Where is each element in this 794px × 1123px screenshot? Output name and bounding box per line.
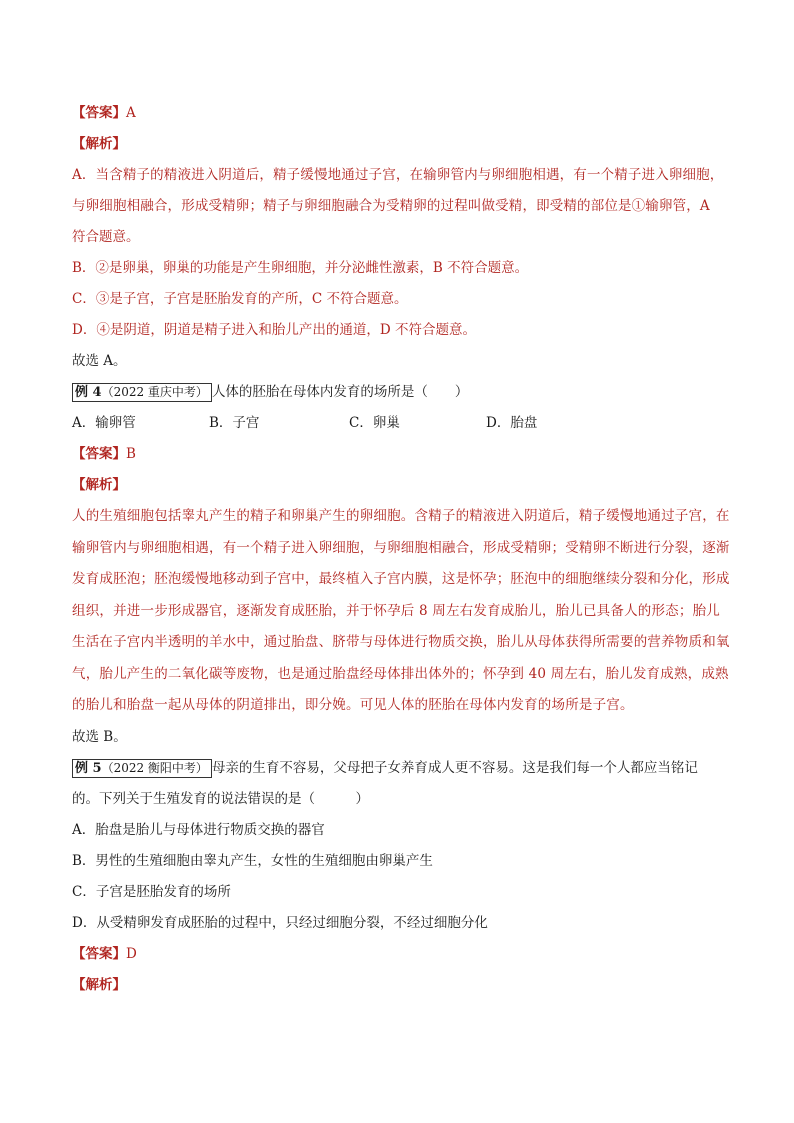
analysis-paragraph: 人的生殖细胞包括睾丸产生的精子和卵巢产生的卵细胞。含精子的精液进入阴道后，精子缓慢地通过子宫，在输卵管内与卵细胞相遇，有一个精子进入卵细胞，与卵细胞相融合，形成受精卵；受精卵不断进行分裂，逐渐发育成胚泡；胚泡缓慢地移动到子宫中，最终植入子宫内膜，这是怀孕；胚泡中的细胞继续分裂和分化，形成组织，并进一步形成器官，逐渐发育成胚胎，并于怀孕后 8 周左右发育成胎儿，胎儿已具备人的形态；胎儿生活在子宫内半透明的羊水中，通过胎盘、脐带与母体进行物质交换，胎儿从母体获得所需要的营养物质和氧气，胎儿产生的二氧化碳等废物，也是通过胎盘经母体排出体外的；怀孕到 40 周左右，胎儿发育成熟，成熟的胎儿和胎盘一起从母体的阴道排出，即分娩。可见人体的胚胎在母体内发育的场所是子宫。 (72, 508, 730, 713)
option-c: C．子宫是胚胎发育的场所 (72, 883, 231, 900)
option-a: A．胎盘是胎儿与母体进行物质交换的器官 (72, 821, 325, 838)
answer-tag: 【答案】 (72, 105, 126, 121)
analysis-tag-line (72, 470, 732, 501)
option-a: A．输卵管 (72, 415, 136, 431)
analysis-tag: 【解析】 (72, 136, 126, 152)
analysis-tag: 【解析】 (72, 976, 126, 993)
answer-line (72, 439, 732, 470)
analysis-text-line: B．②是卵巢，卵巢的功能是产生卵细胞，并分泌雌性激素，B 不符合题意。 (72, 260, 529, 276)
option-c: C．卵巢 (349, 415, 400, 431)
answer-value: A (126, 105, 136, 121)
example-source: （2022 衡阳中考） (101, 760, 208, 775)
option-b: B．男性的生殖细胞由睾丸产生，女性的生殖细胞由卵巢产生 (72, 852, 433, 869)
conclusion-line: 故选 A。 (72, 353, 127, 369)
answer-value: D (126, 945, 137, 962)
example-label: 例 5 (75, 760, 102, 776)
analysis-tag-line (72, 970, 732, 1001)
analysis-tag: 【解析】 (72, 477, 126, 493)
analysis-text-line: 符合题意。 (72, 229, 140, 245)
answer-tag: 【答案】 (72, 446, 126, 462)
question-stem: 母亲的生育不容易，父母把子女养育成人更不容易。这是我们每一个人都应当铭记 (211, 759, 698, 776)
conclusion-line: 故选 B。 (72, 728, 127, 745)
analysis-text-line: D．④是阴道，阴道是精子进入和胎儿产出的通道，D 不符合题意。 (72, 322, 476, 338)
answer-tag: 【答案】 (72, 945, 126, 962)
option-d: D．从受精卵发育成胚胎的过程中，只经过细胞分裂，不经过细胞分化 (72, 914, 488, 931)
example-source: （2022 重庆中考） (101, 385, 208, 399)
question-5-stem-line-1 (72, 753, 732, 784)
question-4-stem (72, 377, 732, 408)
question-4-options (72, 408, 732, 439)
example-label-box (72, 383, 212, 402)
question-5-stem-line-2: 的。下列关于生殖发育的说法错误的是（ ） (72, 790, 369, 807)
question-stem: 人体的胚胎在母体内发育的场所是（ ） (211, 384, 469, 400)
document-page (72, 98, 732, 1001)
example-label-box (72, 759, 212, 778)
option-b: B．子宫 (209, 415, 260, 431)
analysis-text-line: C．③是子宫，子宫是胚胎发育的产所，C 不符合题意。 (72, 291, 408, 307)
analysis-text-line: 与卵细胞相融合，形成受精卵；精子与卵细胞融合为受精卵的过程叫做受精，即受精的部位是①输卵管，A (72, 198, 710, 214)
analysis-text-line: A．当含精子的精液进入阴道后，精子缓慢地通过子宫，在输卵管内与卵细胞相遇，有一个精子进入卵细胞， (72, 167, 724, 183)
answer-line (72, 939, 732, 970)
example-label: 例 4 (75, 385, 102, 400)
answer-line (72, 98, 732, 129)
option-d: D．胎盘 (486, 415, 538, 431)
analysis-tag-line (72, 129, 732, 160)
answer-value: B (126, 446, 136, 462)
